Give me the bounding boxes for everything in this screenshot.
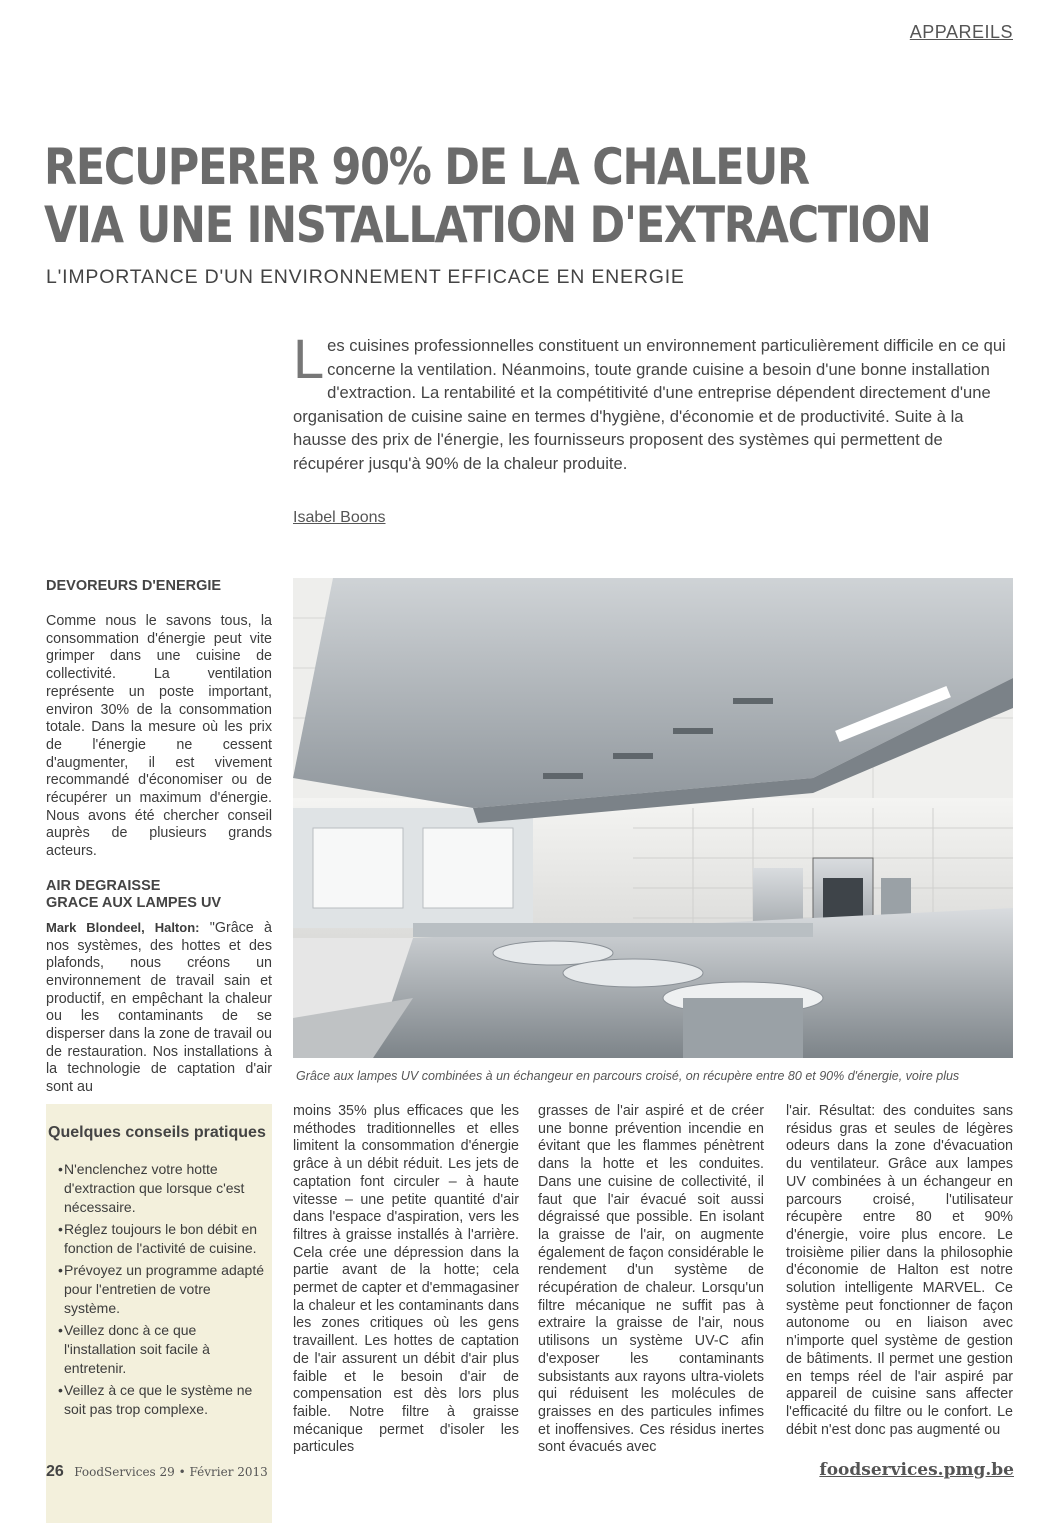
paragraph (46, 919, 272, 1097)
kitchen-illustration (293, 578, 1013, 1058)
tip-item: •Veillez donc à ce que l'installation soit facile à entretenir. (58, 1322, 210, 1376)
section-tag: APPAREILS (909, 22, 1013, 42)
subtitle: L'IMPORTANCE D'UN ENVIRONNEMENT EFFICACE EN ENERGIE (46, 266, 685, 288)
paragraph: Comme nous le savons tous, la consommation d'énergie peut vite grimper dans une cuisine de collectivité. La ventilation représente un poste important, environ 30% de la consommation totale. Dans la mesure où les prix de l'énergie ne cessent d'augmenter, il est vivement recommandé d'économiser ou de récupérer un maximum d'énergie. Nous avons été chercher conseil auprès de plusieurs grands acteurs. (46, 613, 272, 860)
column-3 (538, 1103, 764, 1457)
column-4 (786, 1103, 1013, 1439)
tip-item: •Veillez à ce que le système ne soit pas trop complexe. (58, 1382, 253, 1417)
paragraph: moins 35% plus efficaces que les méthodes traditionnelles et elles limitent la consommation d'énergie grâce à un débit réduit. Les jets de captation font circuler – à haute vitesse – une petite quantité d'air dans l'espace d'aspiration, vers les filtres à graisse installés à l'arrière. Cela crée une dépression dans la partie avant de la hotte; cela permet de capter et d'emmagasiner la chaleur et les contaminants dans les zones critiques où les gens travaillent. Les hottes de captation de l'air assurent un débit d'air plus faible et le besoin d'air de compensation est dès lors plus faible. Notre filtre à graisse mécanique permet d'isoler les particules (293, 1103, 519, 1456)
speaker-name: Mark Blondeel, Halton: (46, 919, 200, 935)
column-1 (46, 578, 272, 1097)
tip-item: •Réglez toujours le bon débit en fonction de l'activité de cuisine. (58, 1221, 258, 1256)
paragraph-text: "Grâce à nos systèmes, des hottes et des plafonds, nous créons un environnement de travail sain et productif, en empêchant la chaleur ou les contaminants de se disperser dans la zone de travail ou de restauration. Nos installations à la technologie de captation d'air sont au (46, 919, 272, 1096)
tip-item: •N'enclenchez votre hotte d'extraction que lorsque c'est nécessaire. (58, 1161, 245, 1215)
page-number: 26 (46, 1463, 64, 1480)
drop-cap: L (293, 327, 325, 390)
intro-text: es cuisines professionnelles constituent un environnement particulièrement difficile en ce qui concerne la ventilation. Néanmoins, toute grande cuisine a besoin d'une bonne installation d'extraction. La rentabilité et la compétitivité d'une entreprise dépendent directement d'une organisation de cuisine saine en termes d'hygiène, d'économie et de productivité. Suite à la hausse des prix de l'énergie, les fournisseurs proposent des systèmes qui permettent de récupérer jusqu'à 90% de la chaleur produite. (293, 336, 1006, 473)
footer-url[interactable]: foodservices.pmg.be (819, 1460, 1014, 1480)
section-heading-air: AIR DEGRAISSE (46, 877, 161, 894)
photo-caption: Grâce aux lampes UV combinées à un échangeur en parcours croisé, on récupère entre 80 et 90% d'énergie, voire plus (296, 1069, 960, 1083)
headline (44, 138, 931, 254)
section-heading-energy: DEVOREURS D'ENERGIE (46, 578, 222, 594)
tips-box (46, 1104, 272, 1523)
headline-line-2: VIA UNE INSTALLATION D'EXTRACTION (44, 196, 931, 254)
magazine-issue: FoodServices 29 • Février 2013 (74, 1465, 268, 1479)
intro-paragraph (293, 327, 1011, 476)
tips-list (58, 1160, 268, 1419)
paragraph: grasses de l'air aspiré et de créer une bonne prévention incendie en évitant que les flammes pénètrent dans la hotte et les conduites. Dans une cuisine de collectivité, il faut que l'air évacué soit aussi dégraissé que possible. En isolant la graisse de l'air, on augmente également de façon considérable le rendement d'un système de récupération de chaleur. Lorsqu'un filtre mécanique ne suffit pas à extraire la graisse de l'air, nous utilisons un système UV-C afin d'exposer les contaminants subsistants aux rayons ultra-violets qui réduisent les molécules de graisses en des particules infimes et inoffensives. Ces résidus inertes sont évacués avec (538, 1103, 764, 1456)
tips-title: Quelques conseils pratiques (48, 1124, 266, 1141)
headline-line-1: RECUPERER 90% DE LA CHALEUR (44, 138, 809, 196)
section-heading-air-2: GRACE AUX LAMPES UV (46, 894, 222, 911)
tip-item: •Prévoyez un programme adapté pour l'entretien de votre système. (58, 1262, 264, 1316)
column-2 (293, 1103, 519, 1457)
paragraph: l'air. Résultat: des conduites sans résidus gras et seules de légères odeurs dans la zone d'évacuation du ventilateur. Grâce aux lampes UV combinées à un échangeur en parcours croisé, l'utilisateur récupère entre 80 et 90% d'énergie, voire plus encore. Le troisième pilier dans la philosophie d'économie de Halton est notre solution intelligente MARVEL. Ce système peut fonctionner de façon autonome ou en liaison avec n'importe quel système de gestion de bâtiments. Il permet une gestion en temps réel de l'air aspiré par appareil de cuisine sans affecter l'efficacité du filtre ou le confort. Le débit n'est donc pas augmenté ou (786, 1103, 1013, 1438)
kitchen-photo (293, 578, 1013, 1058)
footer-left (46, 1463, 268, 1481)
author-byline: Isabel Boons (293, 509, 386, 526)
